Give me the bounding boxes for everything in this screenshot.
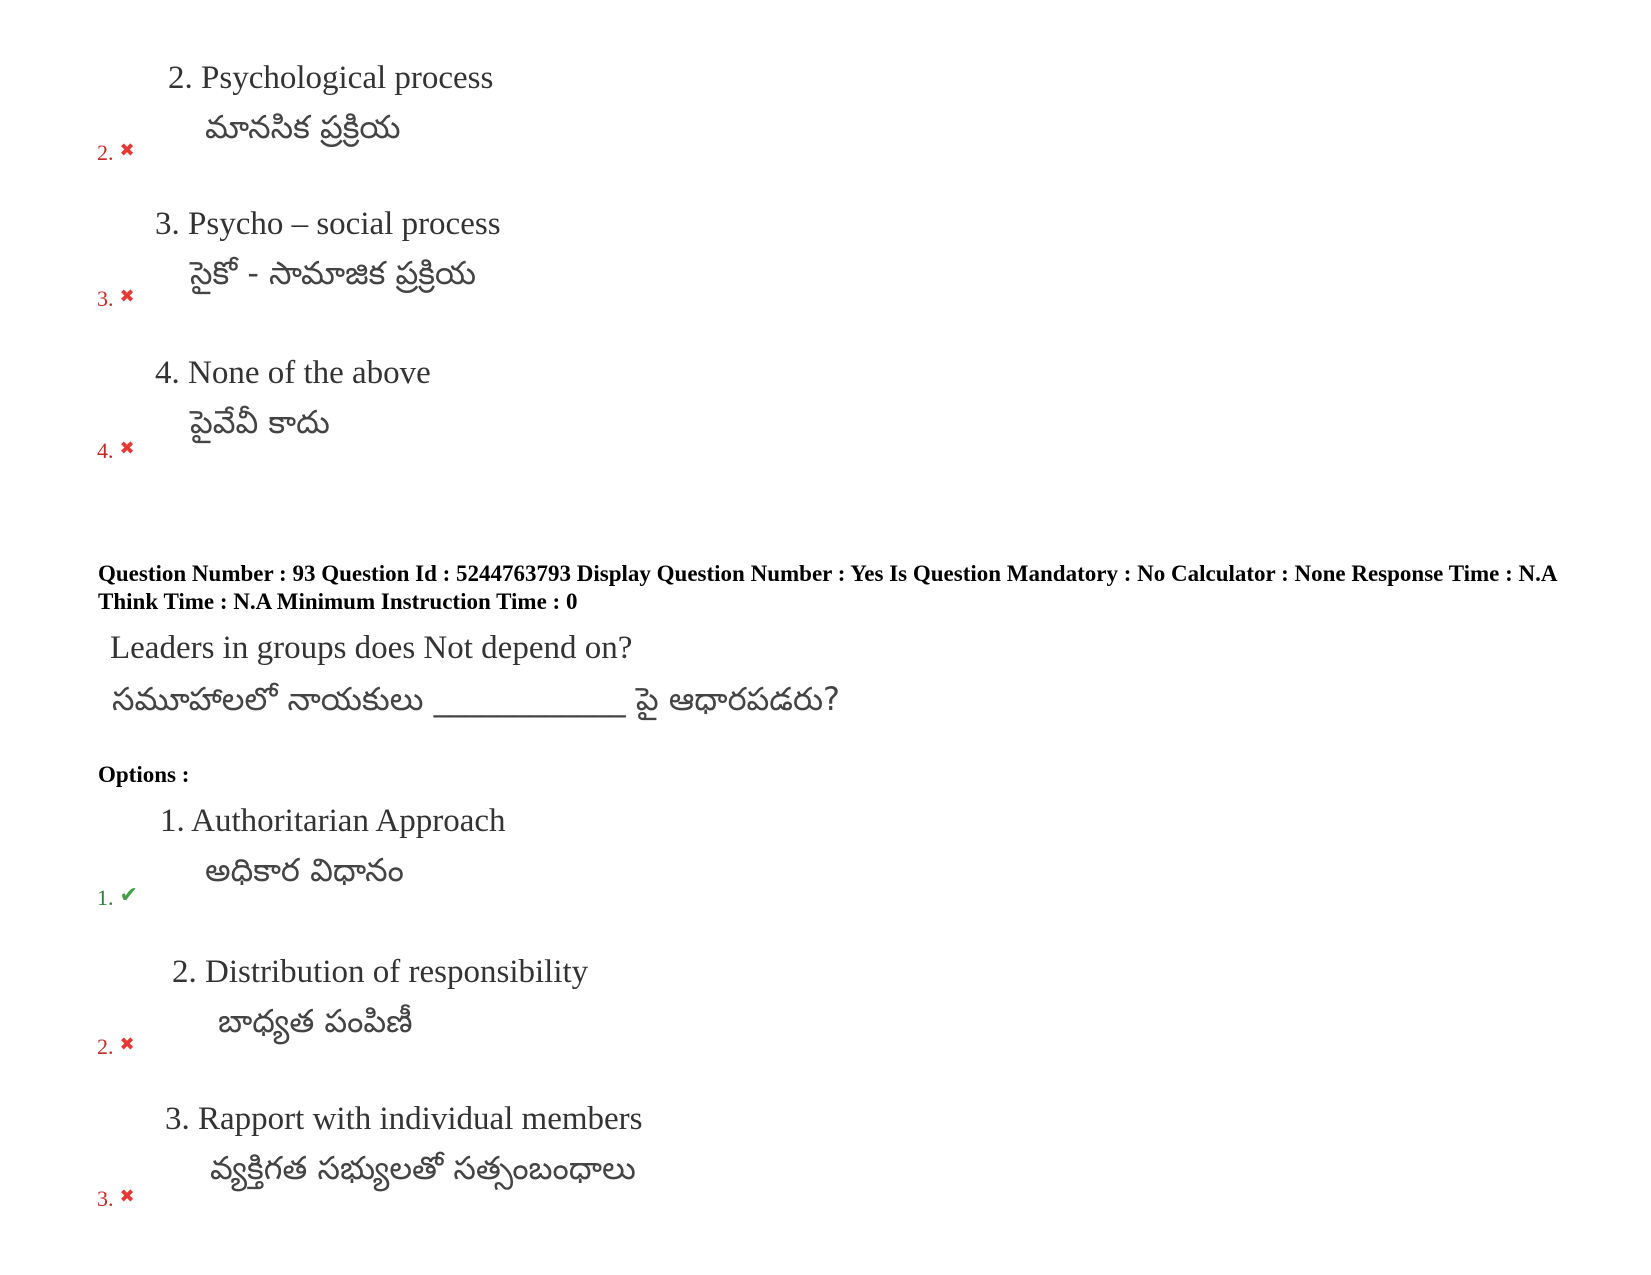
option-text-en: 2. Psychological process (168, 60, 494, 96)
option-marker: 3. ✖ (97, 1186, 135, 1211)
check-icon: ✔ (119, 882, 138, 907)
option-text-en: 3. Psycho – social process (155, 206, 501, 242)
cross-icon: ✖ (119, 286, 135, 306)
option-text-te: అధికార విధానం (205, 851, 404, 889)
question-metadata: Question Number : 93 Question Id : 5244763793 Display Question Number : Yes Is Question Mandatory : No Calculator : None Response Time : N.A Think Time : N.A Minimum Instruction Time : 0 (98, 561, 1557, 614)
cross-icon: ✖ (119, 438, 135, 458)
option-text-te: వ్యక్తిగత సభ్యులతో సత్సంబంధాలు (210, 1149, 636, 1187)
option-text-te: బాధ్యత పంపిణీ (218, 1002, 413, 1040)
option-marker: 4. ✖ (97, 438, 135, 463)
option-text-en: 2. Distribution of responsibility (172, 954, 589, 990)
option-marker: 2. ✖ (97, 140, 135, 165)
option-text-en: 3. Rapport with individual members (165, 1101, 643, 1137)
option-text-te: సైకో - సామాజిక ప్రక్రియ (190, 254, 477, 292)
option-text-te: పైవేవీ కాదు (190, 403, 330, 441)
question-text-en: Leaders in groups does Not depend on? (110, 630, 633, 666)
option-marker: 1. ✔ (97, 882, 138, 910)
option-text-en: 1. Authoritarian Approach (160, 803, 506, 839)
option-text-te: మానసిక ప్రక్రియ (205, 108, 401, 146)
option-text-en: 4. None of the above (155, 355, 431, 391)
cross-icon: ✖ (119, 1034, 135, 1054)
option-marker: 3. ✖ (97, 286, 135, 311)
question-text-te: సమూహాలలో నాయకులు ____________ పై ఆధారపడరు? (112, 680, 841, 718)
option-marker: 2. ✖ (97, 1034, 135, 1059)
options-label: Options : (98, 762, 190, 787)
cross-icon: ✖ (119, 140, 135, 160)
cross-icon: ✖ (119, 1186, 135, 1206)
